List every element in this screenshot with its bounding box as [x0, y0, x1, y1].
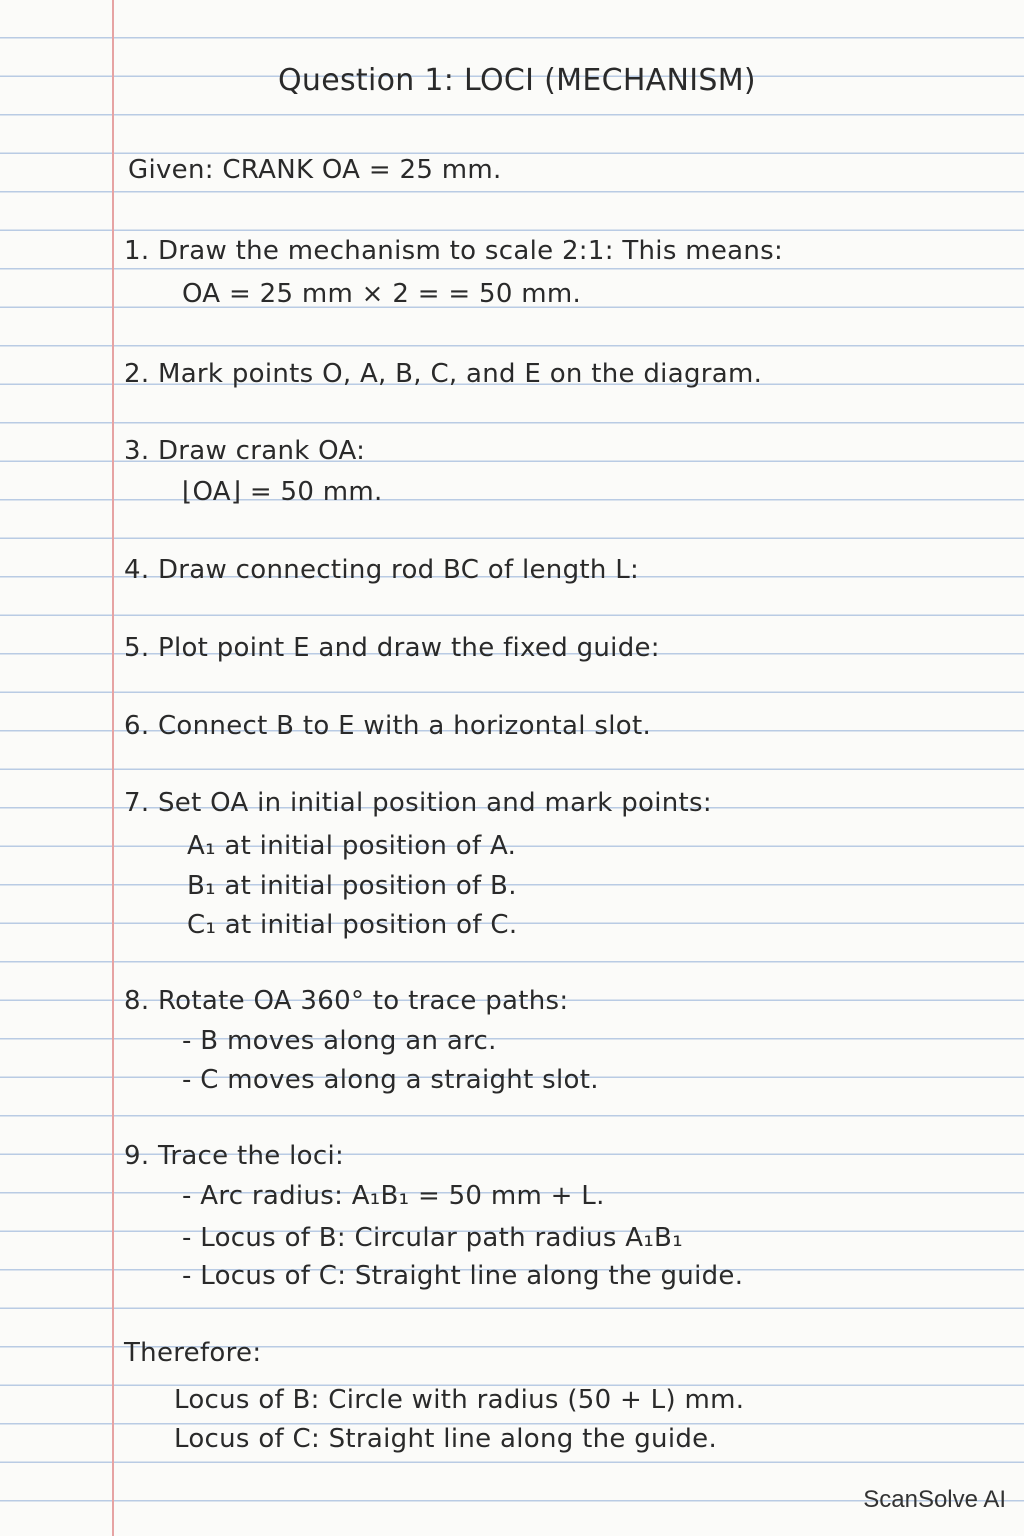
step-9-detail-arc: - Arc radius: A₁B₁ = 50 mm + L. — [182, 1181, 605, 1211]
step-9-detail-locus-b: - Locus of B: Circular path radius A₁B₁ — [182, 1223, 683, 1253]
step-7: 7. Set OA in initial position and mark points: — [124, 788, 712, 818]
step-9-detail-locus-c: - Locus of C: Straight line along the guide. — [182, 1261, 744, 1291]
step-8-detail-c: - C moves along a straight slot. — [182, 1065, 599, 1095]
step-7-detail-c1: C₁ at initial position of C. — [187, 910, 518, 940]
step-5: 5. Plot point E and draw the fixed guide: — [124, 633, 660, 663]
step-3: 3. Draw crank OA: — [124, 436, 366, 466]
step-8: 8. Rotate OA 360° to trace paths: — [124, 986, 569, 1016]
step-4: 4. Draw connecting rod BC of length L: — [124, 555, 640, 585]
step-7-detail-b1: B₁ at initial position of B. — [187, 871, 517, 901]
watermark: ScanSolve AI — [863, 1486, 1006, 1513]
therefore-label: Therefore: — [124, 1338, 262, 1368]
given-line: Given: CRANK OA = 25 mm. — [128, 155, 502, 185]
step-6: 6. Connect B to E with a horizontal slot. — [124, 711, 652, 741]
conclusion-locus-c: Locus of C: Straight line along the guide. — [174, 1424, 718, 1454]
step-1: 1. Draw the mechanism to scale 2:1: This means: — [124, 236, 784, 266]
conclusion-locus-b: Locus of B: Circle with radius (50 + L) mm. — [174, 1385, 745, 1415]
margin-line — [112, 0, 114, 1536]
step-3-detail: ⌊OA⌋ = 50 mm. — [182, 477, 383, 507]
step-7-detail-a1: A₁ at initial position of A. — [187, 831, 517, 861]
step-9: 9. Trace the loci: — [124, 1141, 345, 1171]
page-title: Question 1: LOCI (MECHANISM) — [278, 63, 756, 98]
step-8-detail-b: - B moves along an arc. — [182, 1026, 497, 1056]
step-1-detail: OA = 25 mm × 2 = = 50 mm. — [182, 279, 582, 309]
step-2: 2. Mark points O, A, B, C, and E on the diagram. — [124, 359, 763, 389]
